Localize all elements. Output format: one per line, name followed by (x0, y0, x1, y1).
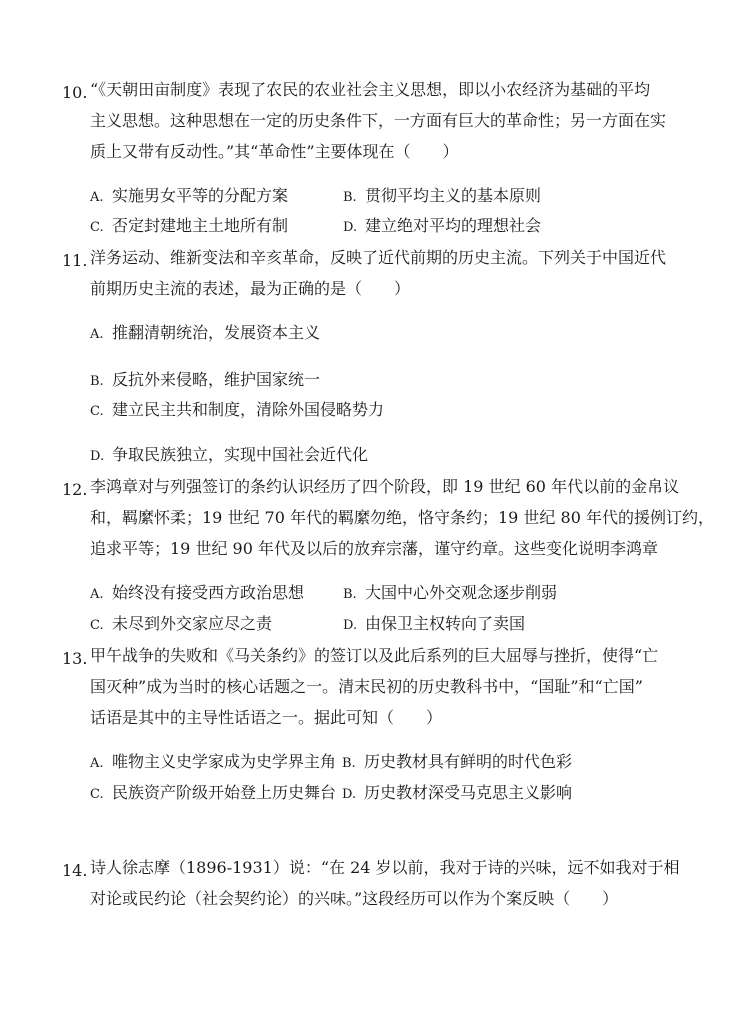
question-text-line: 甲午战争的失败和《马关条约》的签订以及此后系列的巨大屈辱与挫折，使得“亡 (90, 646, 659, 665)
question-number: 11. (62, 251, 88, 270)
option-b[interactable] (90, 370, 320, 392)
option-d[interactable] (343, 614, 525, 636)
question-number: 10. (62, 83, 88, 102)
option-a[interactable] (90, 323, 320, 345)
option-text: 历史教材深受马克思主义影响 (364, 783, 573, 802)
option-letter: D. (343, 618, 358, 633)
option-a[interactable] (90, 752, 336, 774)
option-text: 由保卫主权转向了卖国 (365, 614, 526, 633)
question-number: 14. (62, 861, 88, 880)
option-d[interactable] (342, 783, 572, 805)
question-text-line: 李鸿章对与列强签订的条约认识经历了四个阶段，即 19 世纪 60 年代以前的金帛议 (90, 477, 680, 496)
option-text: 历史教材具有鲜明的时代色彩 (364, 752, 573, 771)
option-text: 建立绝对平均的理想社会 (365, 216, 542, 235)
option-letter: A. (90, 756, 104, 771)
option-c[interactable] (90, 614, 272, 636)
option-text: 民族资产阶级开始登上历史舞台 (112, 783, 337, 802)
option-text: 未尽到外交家应尽之责 (112, 614, 273, 633)
option-c[interactable] (90, 216, 288, 238)
option-letter: A. (90, 190, 104, 205)
question-number: 13. (62, 649, 88, 668)
option-text: 贯彻平均主义的基本原则 (365, 186, 542, 205)
option-text: 唯物主义史学家成为史学界主角 (112, 752, 337, 771)
question-text-line: 质上又带有反动性。”其“革命性”主要体现在（ ） (90, 142, 459, 161)
question-text-line: 和，羁縻怀柔；19 世纪 70 年代的羁縻勿绝，恪守条约；19 世纪 80 年代的援例订约， (90, 508, 714, 527)
option-letter: B. (90, 374, 104, 389)
option-letter: B. (343, 587, 357, 602)
option-d[interactable] (90, 445, 368, 467)
option-c[interactable] (90, 400, 384, 422)
option-b[interactable] (342, 752, 572, 774)
option-text: 反抗外来侵略，维护国家统一 (112, 370, 321, 389)
question-text-line: 追求平等；19 世纪 90 年代及以后的放弃宗藩，谨守约章。这些变化说明李鸿章 (90, 539, 658, 558)
option-letter: C. (90, 404, 104, 419)
option-text: 建立民主共和制度，清除外国侵略势力 (112, 400, 385, 419)
question-text-line: 主义思想。这种思想在一定的历史条件下，一方面有巨大的革命性；另一方面在实 (90, 111, 667, 130)
option-letter: D. (342, 787, 357, 802)
option-letter: B. (343, 190, 357, 205)
option-letter: A. (90, 327, 104, 342)
option-text: 实施男女平等的分配方案 (112, 186, 289, 205)
option-letter: D. (90, 449, 105, 464)
option-text: 推翻清朝统治，发展资本主义 (112, 323, 321, 342)
option-text: 大国中心外交观念逐步削弱 (365, 583, 558, 602)
option-text: 争取民族独立，实现中国社会近代化 (112, 445, 369, 464)
option-text: 否定封建地主土地所有制 (112, 216, 289, 235)
question-text-line: 前期历史主流的表述，最为正确的是（ ） (90, 279, 411, 298)
question-number: 12. (62, 480, 88, 499)
option-letter: C. (90, 220, 104, 235)
question-text-line: 诗人徐志摩（1896-1931）说：“在 24 岁以前，我对于诗的兴味，远不如我对于相 (90, 858, 680, 877)
option-letter: B. (342, 756, 356, 771)
question-text-line: 对论或民约论（社会契约论）的兴味。”这段经历可以作为个案反映（ ） (90, 889, 619, 908)
option-d[interactable] (343, 216, 541, 238)
option-letter: A. (90, 587, 104, 602)
option-c[interactable] (90, 783, 336, 805)
option-a[interactable] (90, 583, 304, 605)
option-b[interactable] (343, 583, 557, 605)
option-letter: C. (90, 618, 104, 633)
option-b[interactable] (343, 186, 541, 208)
option-letter: D. (343, 220, 358, 235)
option-a[interactable] (90, 186, 288, 208)
option-letter: C. (90, 787, 104, 802)
question-text-line: 洋务运动、维新变法和辛亥革命，反映了近代前期的历史主流。下列关于中国近代 (90, 248, 667, 267)
question-text-line: 话语是其中的主导性话语之一。据此可知（ ） (90, 708, 443, 727)
question-text-line: 国灭种”成为当时的核心话题之一。清末民初的历史教科书中，“国耻”和“亡国” (90, 677, 643, 696)
option-text: 始终没有接受西方政治思想 (112, 583, 305, 602)
question-text-line: “《天朝田亩制度》表现了农民的农业社会主义思想，即以小农经济为基础的平均 (90, 80, 651, 99)
